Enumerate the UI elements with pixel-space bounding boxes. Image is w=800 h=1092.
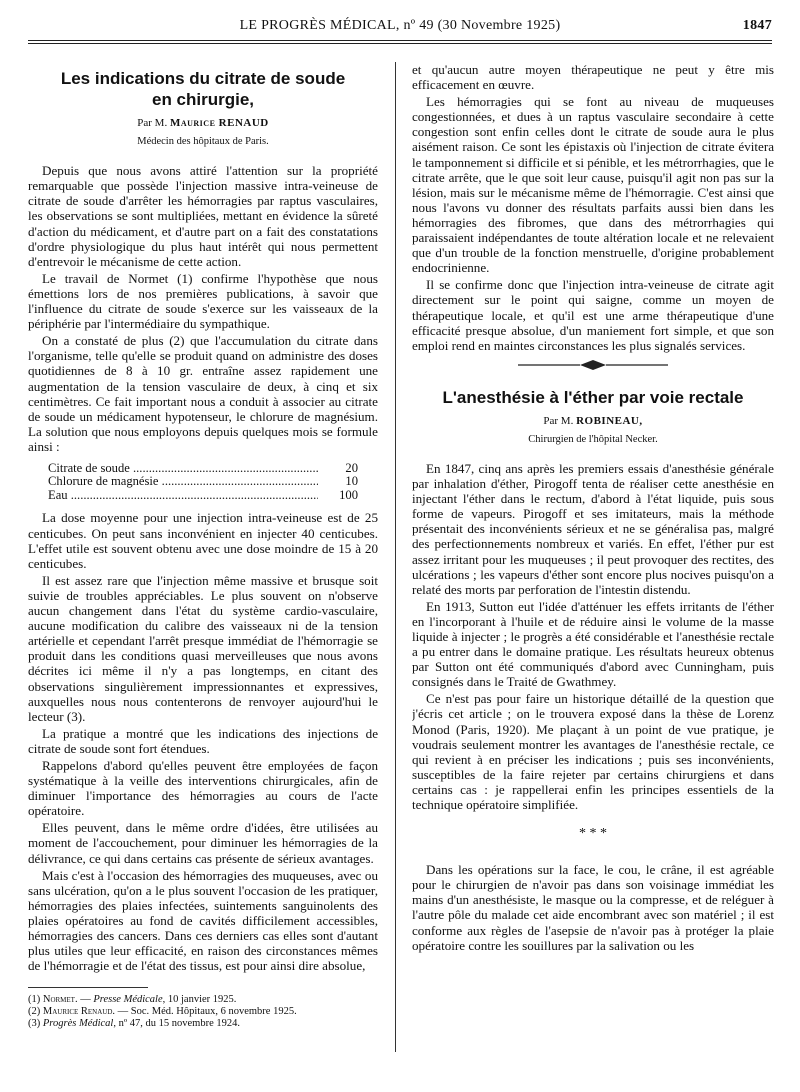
formula-quantity: 10 xyxy=(345,474,358,489)
paragraph: En 1913, Sutton eut l'idée d'atténuer les effets irritants de l'éther en l'incorporant à l'huile et de réduire ainsi le volume de la masse liquide à injecter ; le progrès a été considérable et l'anesthésie rectale a pu entrer dans le domaine pratique. Les résultats heureux obtenus par Sutton ont été communiqués d'abord avec Cunningham, puis consignés dans le Traité de Gwathmey. xyxy=(412,598,774,690)
footnote-rest: , 10 janvier 1925. xyxy=(162,994,237,1006)
paragraph: et qu'aucun autre moyen thérapeutique ne peut y être mis efficacement en œuvre. xyxy=(412,62,774,93)
formula-list xyxy=(48,462,358,503)
header-rule xyxy=(28,40,772,41)
column-divider xyxy=(395,62,396,1052)
author-name: Maurice RENAUD xyxy=(169,117,269,129)
running-header xyxy=(28,18,772,42)
ornament-rule-icon xyxy=(518,359,668,371)
article1-title xyxy=(28,68,378,110)
left-column xyxy=(28,62,378,1052)
footnote-source: Presse Médicale xyxy=(93,994,163,1006)
article2-affiliation: Chirurgien de l'hôpital Necker. xyxy=(528,433,658,445)
footnote-text: — Soc. Méd. Hôpitaux, 6 novembre 1925. xyxy=(115,1006,297,1018)
footnote xyxy=(28,1006,378,1018)
article1-affiliation: Médecin des hôpitaux de Paris. xyxy=(137,136,269,148)
right-column xyxy=(412,62,774,1052)
paragraph: Mais c'est à l'occasion des hémorragies des muqueuses, avec ou sans ulcération, qu'on a le plus souvent l'occasion de les pratiquer, hémorragies des plaies infectées, suintements sanguinolents des plaies opératoires au fond de cavités difficilement accessibles, hémorragies des cancers. Dans ces derniers cas elles sont d'autant plus utiles que leur efficacité, en raison des circonstances mêmes de l'hémorragie et de l'état des tissus, est pour ainsi dire absolue, xyxy=(28,867,378,974)
footnote-author: Normet. xyxy=(42,994,78,1006)
paragraph: Rappelons d'abord qu'elles peuvent être employées de façon systématique à la veille des interventions chirurgicales, afin de diminuer l'importance des hémorragies au cours de l'acte opératoire. xyxy=(28,757,378,819)
formula-quantity: 20 xyxy=(345,460,358,475)
article1-title-line2: en chirurgie, xyxy=(151,90,255,109)
journal-title: LE PROGRÈS MÉDICAL, nº 49 (30 Novembre 1925) xyxy=(239,18,561,33)
paragraph: Dans les opérations sur la face, le cou, le crâne, il est agréable pour le chirurgien de n'avoir pas dans son voisinage immédiat les mains d'un anesthésiste, le masque ou la compresse, et de reléguer à l'autre pôle du malade cet aide encombrant avec son matériel ; il est conforme aux règles de l'asepsie de n'avoir pas à protéger la plaie opératoire contre les souillures par la salivation ou les xyxy=(412,862,774,953)
paragraph: Ce n'est pas pour faire un historique détaillé de la question que j'écris cet article ; on le trouvera exposé dans la thèse de Lorenz Monod (Paris, 1920). Me plaçant à un point de vue pratique, je voudrais seulement montrer les avantages de l'anesthésie rectale, ce qui revient à en préciser les indications ; puis ses inconvénients, susceptibles de la faire rejeter par certains chirurgiens et dans certains cas : je rappellerai enfin les principes essentiels de la technique opératoire simplifiée. xyxy=(412,691,774,813)
paragraph: La pratique a montré que les indications des injections de citrate de soude sont fort étendues. xyxy=(28,725,378,756)
formula-quantity: 100 xyxy=(339,487,358,502)
paragraph: Depuis que nous avons attiré l'attention sur la propriété remarquable que possède l'injection massive intra-veineuse de citrate de soude d'arrêter les hémorragies par raptus vasculaires, les observations se sont multipliées, mettant en évidence la sûreté d'action du médicament, et d'autre part on a fait des constatations d'ordre physiologique du plus haut intérêt qui nous permettent d'entrevoir le mécanisme de cette action. xyxy=(28,163,378,269)
article1-author xyxy=(28,116,378,131)
article2-title: L'anesthésie à l'éther par voie rectale xyxy=(442,387,744,407)
footnote xyxy=(28,1018,378,1030)
paragraph: Il est assez rare que l'injection même massive et brusque soit suivie de troubles appréciables. Le plus souvent on n'observe aucun changement dans l'état du système cardio-vasculaire, aucune modification du calibre des vaisseaux ni de la tension artérielle et cependant l'arrêt presque immédiat de l'hémorragie se produit dans les conditions quasi merveilleuses que nous avons décrites ici même il n'y a pas longtemps, en citant des observations singulièrement impressionnantes et expressives, auxquelles nous nous contenterons de renvoyer aujourd'hui le lecteur (3). xyxy=(28,572,378,724)
footnote-author: Maurice Renaud. xyxy=(42,1006,116,1018)
paragraph: Les hémorragies qui se font au niveau de muqueuses congestionnées, et dues à un raptus vasculaire secondaire à cette congestion sont enfin celles dont le citrate de soude aura le plus aisément raison. Ce sont les épistaxis où l'injection de citrate évitera le tamponnement si difficile et si pénible, et les métrorrhagies, que le citrate arrête, que le que soit leur cause, puisqu'il agit non pas sur la lésion, mais sur le mécanisme même de l'hémorragie. C'est ainsi que nous l'avons vu donner des résultats parfaits aussi bien dans les hémorragies des fibromes, que dans des métrorrhagies qui paraissaient indépendantes de toute altération locale et ne relevaient que d'un trouble de la fonction menstruelle, d'origine probablement endocrinienne. xyxy=(412,94,774,276)
footnote-text: — xyxy=(77,994,94,1006)
formula-ingredient: Eau ..... xyxy=(48,489,318,503)
author-prefix: Par M. xyxy=(543,414,574,427)
asterism: * * * xyxy=(579,826,607,842)
formula-row xyxy=(48,475,358,489)
footnote xyxy=(28,994,378,1006)
paragraph: En 1847, cinq ans après les premiers essais d'anesthésie générale par inhalation d'éther, Pirogoff tenta de réaliser cette anesthésie en injectant l'éther dans le rectum, d'abord à l'état liquide, puis sous forme de vapeurs. Pirogoff et ses imitateurs, mais la méthode présentait des inconvénients sérieux et ne se généralisa pas, malgré des perfectionnements nombreux et variés. En effet, l'éther pur est assez irritant pour les muqueuses ; il peut provoquer des rectites, des ulcérations ; les vapeurs d'éther sont encore plus nocives puisqu'on a relaté des morts par perforation de l'intestin distendu. xyxy=(412,460,774,597)
header-rule-thin xyxy=(28,43,772,44)
formula-row xyxy=(48,462,358,476)
paragraph: Elles peuvent, dans le même ordre d'idées, être utilisées au moment de l'accouchement, pour diminuer les hémorragies de la délivrance, ce qui dans certains cas présente de sérieux avantages. xyxy=(28,820,378,866)
article2-author xyxy=(412,414,774,429)
footnote-number: (2) xyxy=(28,1006,41,1018)
author-name: ROBINEAU, xyxy=(576,414,643,427)
article1-title-line1: Les indications du citrate de soude xyxy=(60,69,346,88)
footnote-number: (3) xyxy=(28,1018,41,1030)
formula-ingredient: Citrate de soude ..... xyxy=(48,462,318,476)
formula-ingredient: Chlorure de magnésie ..... xyxy=(48,475,318,489)
paragraph: Le travail de Normet (1) confirme l'hypothèse que nous émettions lors de nos premières publications, à savoir que l'influence du citrate de soude s'exerce sur les vaisseaux de la périphérie par l'intermédiaire du sympathique. xyxy=(28,270,378,332)
page-number: 1847 xyxy=(742,18,772,33)
paragraph: La dose moyenne pour une injection intra-veineuse est de 25 centicubes. On peut sans inconvénient en injecter 40 centicubes. L'effet utile est souvent obtenu avec une dose moindre de 15 à 20 centicubes. xyxy=(28,510,378,571)
paragraph: On a constaté de plus (2) que l'accumulation du citrate dans l'organisme, telle qu'elle se produit quand on administre des doses quotidiennes de 8 à 10 gr. entraîne assez rapidement une augmentation de la tension vasculaire de deux, à cinq et six centimètres. Ce fait important nous a conduit à associer au citrate de soude un médicament hypotenseur, le chlorure de magnésium. La solution que nous employons depuis quelques mois se formule ainsi : xyxy=(28,333,378,454)
footnote-source: Progrès Médical xyxy=(42,1018,114,1030)
formula-row xyxy=(48,489,358,503)
footnote-rest: , nº 47, du 15 novembre 1924. xyxy=(113,1018,240,1030)
paragraph: Il se confirme donc que l'injection intra-veineuse de citrate agit directement sur le point qui saigne, comme un moyen de thérapeutique locale, et qu'il est une arme thérapeutique d'une efficacité presque absolue, d'un maniement fort simple, et que son emploi rend en maintes circonstances les plus signalés services. xyxy=(412,277,774,353)
footnote-separator xyxy=(28,987,148,988)
footnote-number: (1) xyxy=(28,994,41,1006)
section-ornament xyxy=(412,359,774,373)
author-prefix: Par M. xyxy=(137,117,168,129)
